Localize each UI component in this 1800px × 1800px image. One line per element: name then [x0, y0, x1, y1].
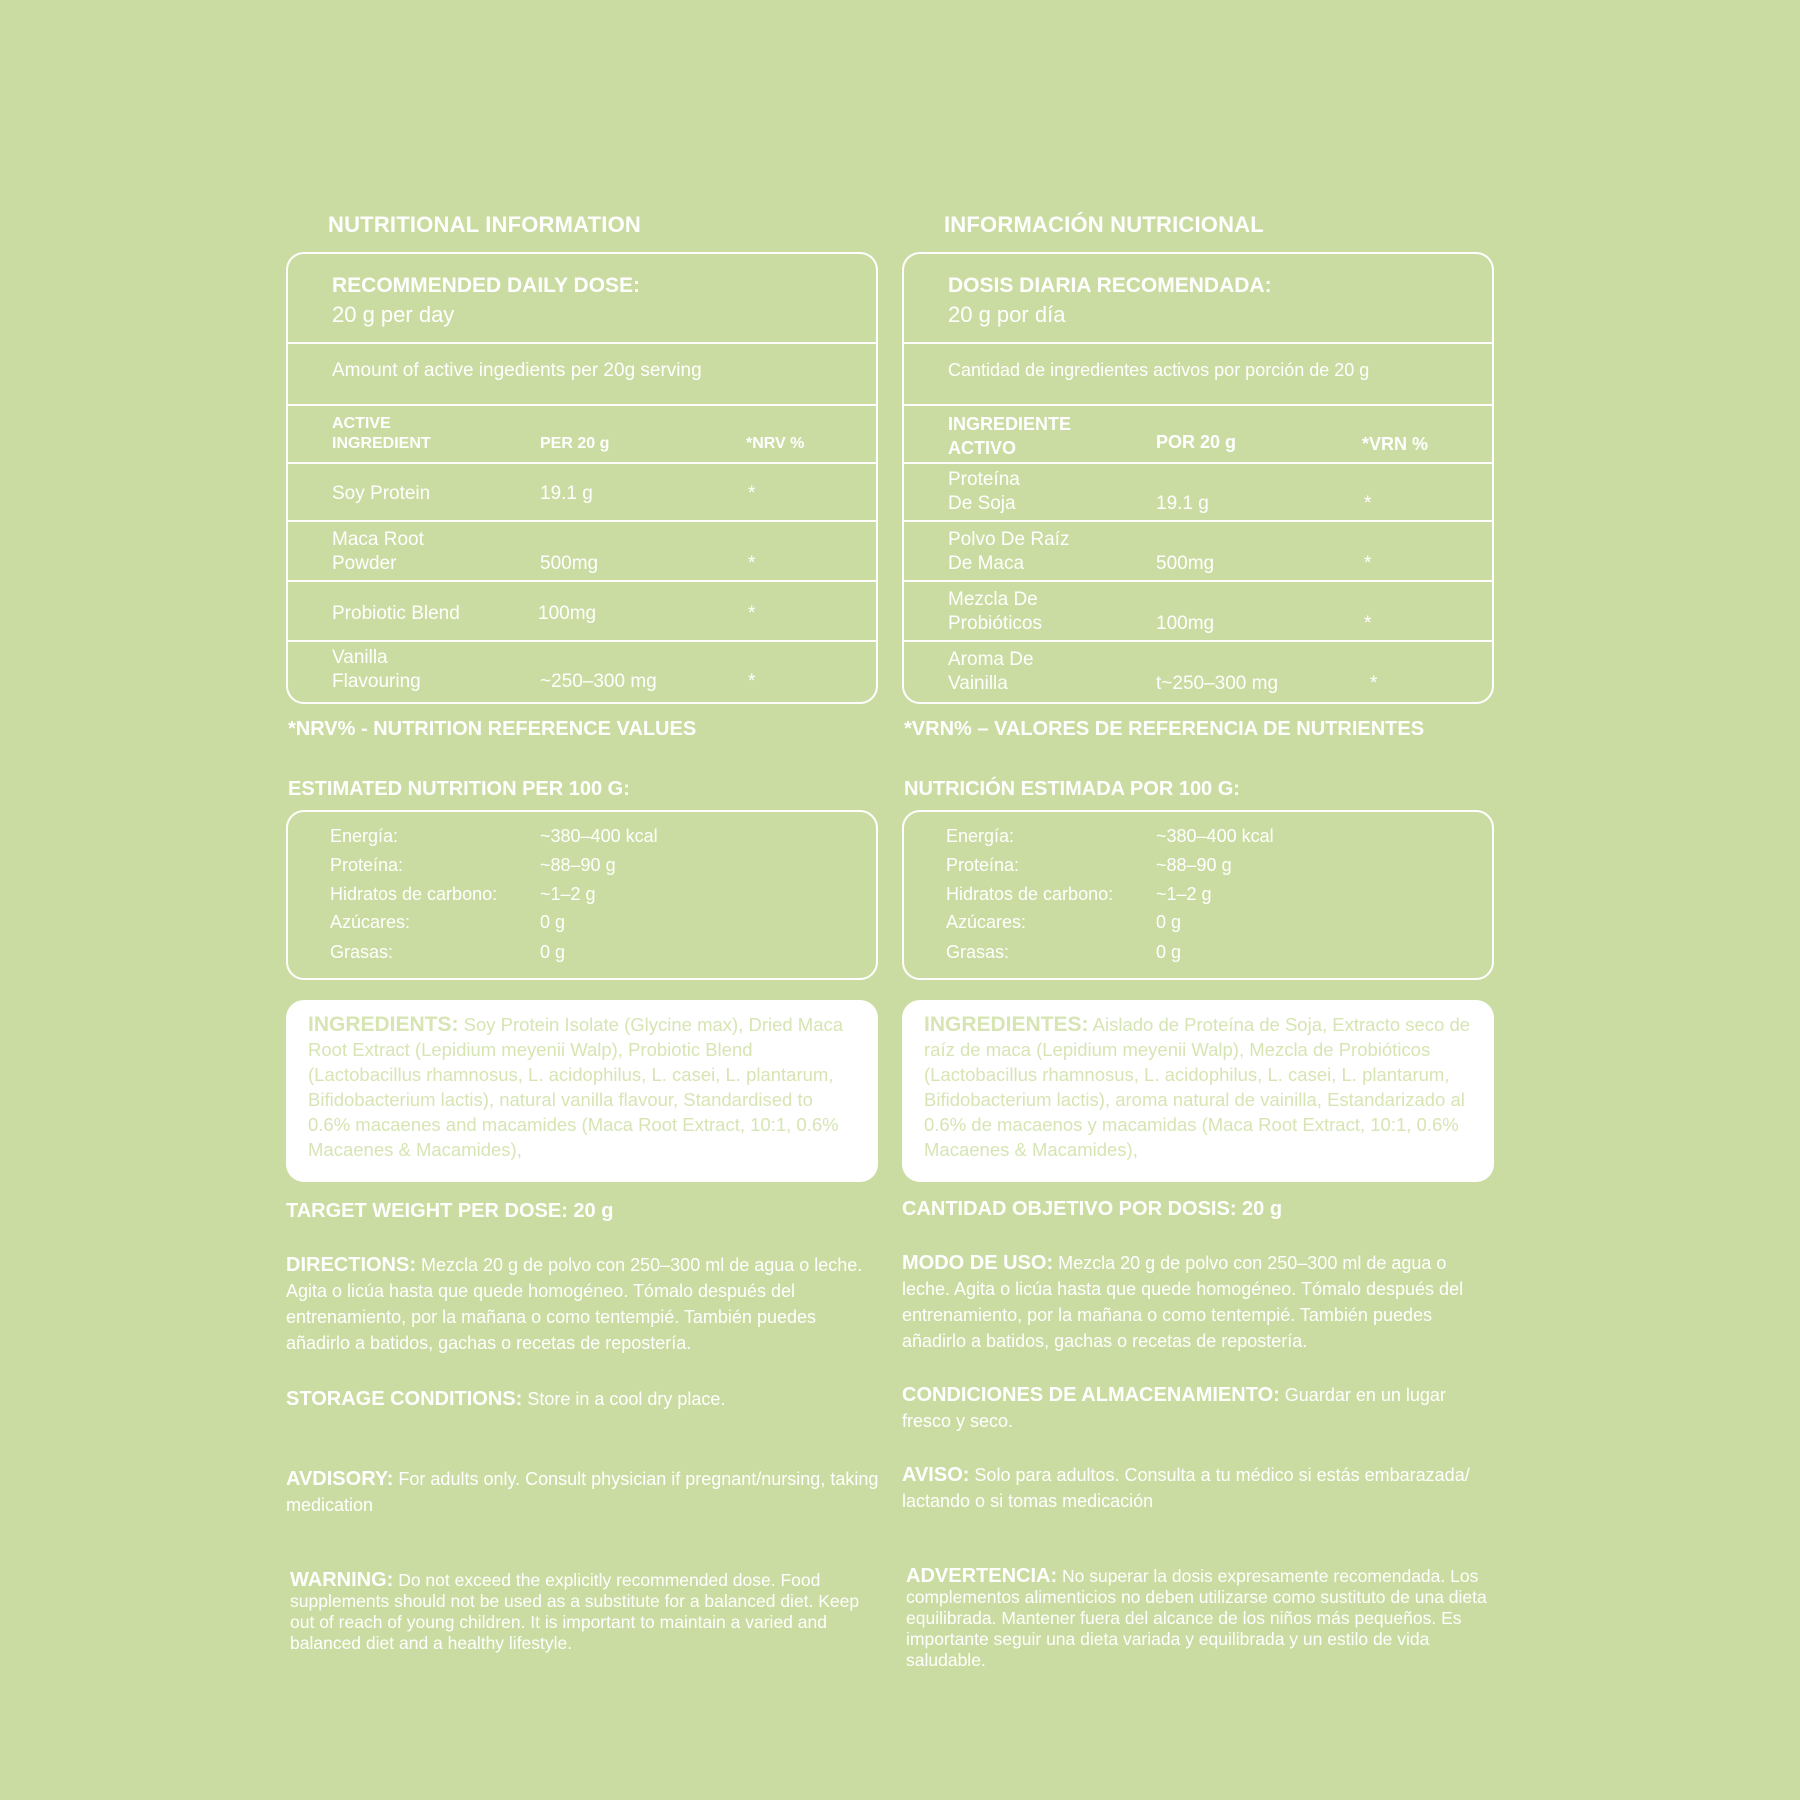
table-row [904, 640, 1492, 700]
ingredients-text: Soy Protein Isolate (Glycine max), Dried Maca Root Extract (Lepidium meyenii Walp), Probiotic Blend (Lactobacillus rhamnosus, L. acidophilus, L. casei, L. plantarum, Bifidobacterium lactis), natural vanilla flavour, Standardised to 0.6% macaenes and macamides (Maca Root Extract, 10:1, 0.6% Macaenes & Macamides), [308, 1014, 844, 1160]
ingredients-text: Aislado de Proteína de Soja, Extracto seco de raíz de maca (Lepidium meyenii Walp), Mezcla de Probióticos (Lactobacillus rhamnosus, L. acidophilus, L. casei, L. plantarum, Bifidobacterium lactis), aroma natural de vainilla, Estandarizado al 0.6% de macaenos y macamidas (Maca Root Extract, 10:1, 0.6% Macaenes & Macamides), [924, 1014, 1471, 1160]
nutrition-label: Hidratos de carbono: [946, 884, 1114, 904]
ingredient-name: Proteína De Soja [948, 469, 1020, 514]
nutrition-label: Grasas: [330, 942, 394, 962]
ingredient-name: Maca Root Powder [332, 529, 424, 574]
ingredient-name: Polvo De Raíz De Maca [948, 529, 1070, 574]
nutrition-label: Azúcares: [330, 912, 411, 932]
nutrition-value: ~380–400 kcal [540, 826, 658, 846]
header-ingredient: INGREDIENTE ACTIVO [948, 414, 1072, 458]
dose-value: 20 g por día [948, 302, 1066, 327]
nutrition-value: 0 g [1156, 912, 1182, 932]
estimated-nutrition-box [902, 810, 1494, 980]
table-row [288, 462, 876, 522]
table-header [288, 404, 876, 464]
amount-row [288, 342, 876, 381]
advisory [286, 1466, 882, 1518]
directions-text: Mezcla 20 g de polvo con 250–300 ml de agua o leche. Agita o licúa hasta que quede homogéneo. Tómalo después del entrenamiento, por la mañana o como tentempié. También puedes añadirlo a batidos, gachas o recetas de repostería. [902, 1253, 1464, 1351]
ingredient-name: Aroma De Vainilla [948, 649, 1034, 694]
ingredient-amount: 19.1 g [540, 483, 593, 504]
estimated-nutrition-box [286, 810, 878, 980]
target-weight: CANTIDAD OBJETIVO POR DOSIS: 20 g [902, 1198, 1283, 1220]
warning-text: Do not exceed the explicitly recommended dose. Food supplements should not be used as a substitute for a balanced diet. Keep out of reach of young children. It is important to maintain a varied and balanced diet and a healthy lifestyle. [290, 1570, 860, 1653]
ingredient-nrv: * [748, 671, 756, 692]
ingredient-amount: 500mg [540, 553, 599, 574]
nutrition-label: Energía: [330, 826, 399, 846]
ingredients-label: INGREDIENTES: [924, 1013, 1089, 1036]
ingredient-nrv: * [748, 553, 756, 574]
estimated-nutrition-title: NUTRICIÓN ESTIMADA POR 100 G: [904, 778, 1240, 800]
nutrition-value: 0 g [540, 912, 566, 932]
ingredient-nrv: * [1364, 493, 1372, 514]
directions-label: MODO DE USO: [902, 1252, 1054, 1274]
storage-text: Store in a cool dry place. [522, 1389, 726, 1409]
ingredient-amount: ~250–300 mg [540, 671, 657, 692]
nutrition-label: Azúcares: [946, 912, 1027, 932]
ingredient-nrv: * [1364, 553, 1372, 574]
table-row [904, 580, 1492, 642]
table-row [904, 462, 1492, 522]
ingredient-name: Vanilla Flavouring [332, 647, 421, 692]
storage-label: CONDICIONES DE ALMACENAMIENTO: [902, 1384, 1280, 1406]
advisory-label: AVDISORY: [286, 1468, 394, 1490]
header-amount: POR 20 g [1156, 432, 1237, 452]
ingredient-nrv: * [748, 483, 756, 504]
advisory-text: For adults only. Consult physician if pregnant/nursing, taking medication [286, 1469, 879, 1515]
section-title: NUTRITIONAL INFORMATION [328, 212, 641, 237]
ingredient-nrv: * [1370, 673, 1378, 694]
table-row [904, 520, 1492, 582]
nutrition-value: ~380–400 kcal [1156, 826, 1274, 846]
nutrition-label: Energía: [946, 826, 1015, 846]
advisory-text: Solo para adultos. Consulta a tu médico si estás embarazada/ lactando o si tomas medicación [902, 1465, 1470, 1511]
storage-label: STORAGE CONDITIONS: [286, 1388, 523, 1410]
nrv-note: *NRV% - NUTRITION REFERENCE VALUES [288, 718, 697, 740]
nutrition-label: Grasas: [946, 942, 1010, 962]
warning [290, 1570, 880, 1654]
advisory [902, 1462, 1498, 1514]
table-row [288, 580, 876, 642]
storage-conditions [902, 1382, 1498, 1434]
vrn-note: *VRN% – VALORES DE REFERENCIA DE NUTRIENTES [904, 718, 1425, 740]
advisory-label: AVISO: [902, 1464, 970, 1486]
amount-text: Amount of active ingedients per 20g serving [332, 360, 702, 381]
warning [906, 1566, 1496, 1671]
storage-text: Guardar en un lugar fresco y seco. [902, 1385, 1446, 1431]
nutrition-value: 0 g [540, 942, 566, 962]
ingredient-amount: 100mg [1156, 613, 1215, 634]
ingredient-nrv: * [748, 603, 756, 624]
table-row [288, 520, 876, 582]
warning-label: ADVERTENCIA: [906, 1565, 1058, 1587]
nutrition-label: Hidratos de carbono: [330, 884, 498, 904]
nutrition-value: ~1–2 g [1156, 884, 1212, 904]
amount-text: Cantidad de ingredientes activos por porción de 20 g [948, 360, 1370, 380]
header-ingredient: ACTIVE INGREDIENT [332, 415, 431, 452]
estimated-nutrition-title: ESTIMATED NUTRITION PER 100 G: [288, 778, 630, 800]
ingredient-nrv: * [1364, 613, 1372, 634]
dose-label: RECOMMENDED DAILY DOSE: [332, 274, 641, 297]
directions-text: Mezcla 20 g de polvo con 250–300 ml de agua o leche. Agita o licúa hasta que quede homogéneo. Tómalo después del entrenamiento, por la mañana o como tentempié. También puedes añadirlo a batidos, gachas o recetas de repostería. [286, 1255, 863, 1353]
warning-label: WARNING: [290, 1569, 394, 1591]
header-nrv: *VRN % [1362, 434, 1429, 454]
ingredient-amount: 500mg [1156, 553, 1215, 574]
ingredient-name: Probiotic Blend [332, 603, 460, 624]
ingredient-name: Mezcla De Probióticos [948, 589, 1042, 634]
directions [286, 1252, 882, 1356]
header-amount: PER 20 g [540, 435, 610, 452]
target-weight: TARGET WEIGHT PER DOSE: 20 g [286, 1200, 614, 1222]
amount-row [904, 342, 1492, 380]
dose-value: 20 g per day [332, 302, 455, 327]
warning-text: No superar la dosis expresamente recomendada. Los complementos alimenticios no deben utilizarse como sustituto de una dieta equilibrada. Mantener fuera del alcance de los niños más pequeños. Es importante seguir una dieta variada y equilibrada y un estilo de vida saludable. [906, 1566, 1487, 1670]
dose-label: DOSIS DIARIA RECOMENDADA: [948, 274, 1272, 297]
nutrition-value: ~88–90 g [1156, 855, 1232, 875]
header-nrv: *NRV % [746, 435, 805, 452]
nutrition-label: Proteína: [330, 855, 404, 875]
ingredients-box [286, 1000, 878, 1182]
nutrition-value: 0 g [1156, 942, 1182, 962]
table-header [904, 404, 1492, 464]
section-title: INFORMACIÓN NUTRICIONAL [944, 212, 1264, 237]
ingredients-label: INGREDIENTS: [308, 1013, 459, 1036]
ingredient-amount: 100mg [538, 603, 597, 624]
directions [902, 1250, 1498, 1354]
ingredient-amount: 19.1 g [1156, 493, 1209, 514]
ingredients-box [902, 1000, 1494, 1182]
directions-label: DIRECTIONS: [286, 1254, 416, 1276]
nutrition-value: ~1–2 g [540, 884, 596, 904]
nutrition-label: Proteína: [946, 855, 1020, 875]
storage-conditions [286, 1386, 882, 1412]
nutrition-value: ~88–90 g [540, 855, 616, 875]
ingredient-name: Soy Protein [332, 483, 431, 504]
table-row [288, 640, 876, 700]
active-ingredients-table [286, 252, 878, 704]
active-ingredients-table [902, 252, 1494, 704]
ingredient-amount: t~250–300 mg [1156, 673, 1279, 694]
